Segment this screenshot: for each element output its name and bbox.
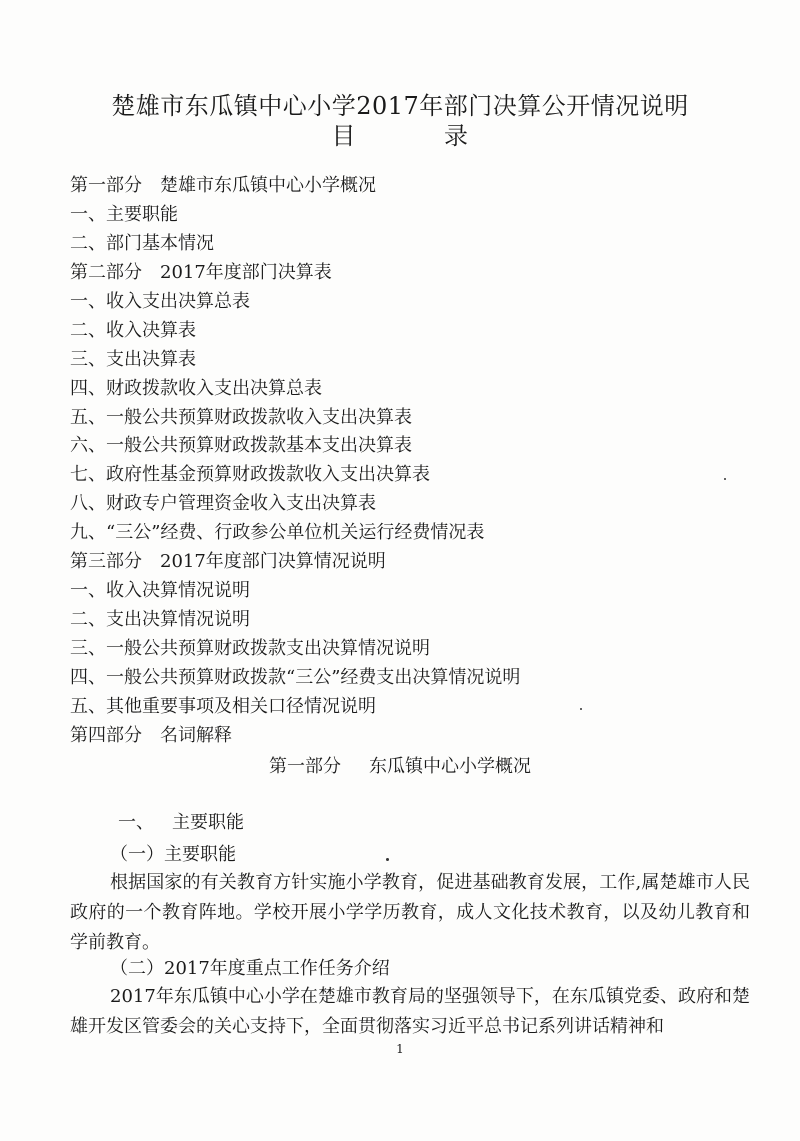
toc-item: 四、财政拨款收入支出决算总表 bbox=[70, 377, 322, 399]
toc-item: 第四部分 名词解释 bbox=[70, 724, 232, 746]
toc-item: 二、收入决算表 bbox=[70, 319, 196, 341]
scan-speck bbox=[724, 478, 726, 480]
toc-item: 一、收入决算情况说明 bbox=[70, 580, 250, 602]
document-title: 楚雄市东瓜镇中心小学2017年部门决算公开情况说明 bbox=[111, 92, 689, 120]
toc-item: 一、收入支出决算总表 bbox=[70, 290, 250, 312]
toc-item: 六、一般公共预算财政拨款基本支出决算表 bbox=[70, 435, 412, 457]
toc-heading-char-1: 目 bbox=[331, 122, 356, 150]
section-name: 东瓜镇中心小学概况 bbox=[369, 756, 531, 777]
heading-text: 主要职能 bbox=[172, 812, 244, 833]
scan-speck bbox=[386, 858, 389, 861]
toc-item: 三、支出决算表 bbox=[70, 348, 196, 370]
toc-item: 第一部分 楚雄市东瓜镇中心小学概况 bbox=[70, 175, 376, 196]
heading-level-2: （一）主要职能 bbox=[110, 844, 236, 865]
toc-item: 第二部分 2017年度部门决算表 bbox=[70, 261, 332, 283]
toc-item: 七、政府性基金预算财政拨款收入支出决算表 bbox=[70, 464, 430, 486]
scan-speck bbox=[580, 708, 582, 710]
heading-number: 一、 bbox=[118, 812, 154, 833]
section-part: 第一部分 bbox=[269, 756, 341, 777]
toc-item: 三、一般公共预算财政拨款支出决算情况说明 bbox=[70, 638, 430, 659]
toc-item: 第三部分 2017年度部门决算情况说明 bbox=[70, 551, 386, 573]
section-heading bbox=[0, 752, 800, 778]
toc-item: 二、部门基本情况 bbox=[70, 232, 214, 254]
heading-level-1 bbox=[118, 808, 798, 834]
toc-item: 九、“三公”经费、行政参公单位机关运行经费情况表 bbox=[70, 522, 485, 544]
toc-item: 一、主要职能 bbox=[70, 203, 178, 225]
paragraph: 2017年东瓜镇中心小学在楚雄市教育局的坚强领导下，在东瓜镇党委、政府和楚雄开发区管委会的关心支持下，全面贯彻落实习近平总书记系列讲话精神和 bbox=[70, 986, 750, 1037]
toc-heading-char-2: 录 bbox=[444, 122, 469, 150]
paragraph: 根据国家的有关教育方针实施小学教育，促进基础教育发展，工作,属楚雄市人民政府的一个教育阵地。学校开展小学学历教育，成人文化技术教育，以及幼儿教育和学前教育。 bbox=[70, 872, 750, 953]
page-number: 1 bbox=[396, 1042, 404, 1056]
toc-item: 五、一般公共预算财政拨款收入支出决算表 bbox=[70, 406, 412, 428]
toc-item: 五、其他重要事项及相关口径情况说明 bbox=[70, 695, 376, 717]
toc-item: 二、支出决算情况说明 bbox=[70, 609, 250, 631]
table-of-contents bbox=[70, 172, 750, 751]
heading-level-2: （二）2017年度重点工作任务介绍 bbox=[110, 958, 390, 979]
toc-item: 四、一般公共预算财政拨款“三公”经费支出决算情况说明 bbox=[70, 666, 521, 688]
toc-heading bbox=[0, 116, 800, 151]
toc-item: 八、财政专户管理资金收入支出决算表 bbox=[70, 493, 376, 515]
